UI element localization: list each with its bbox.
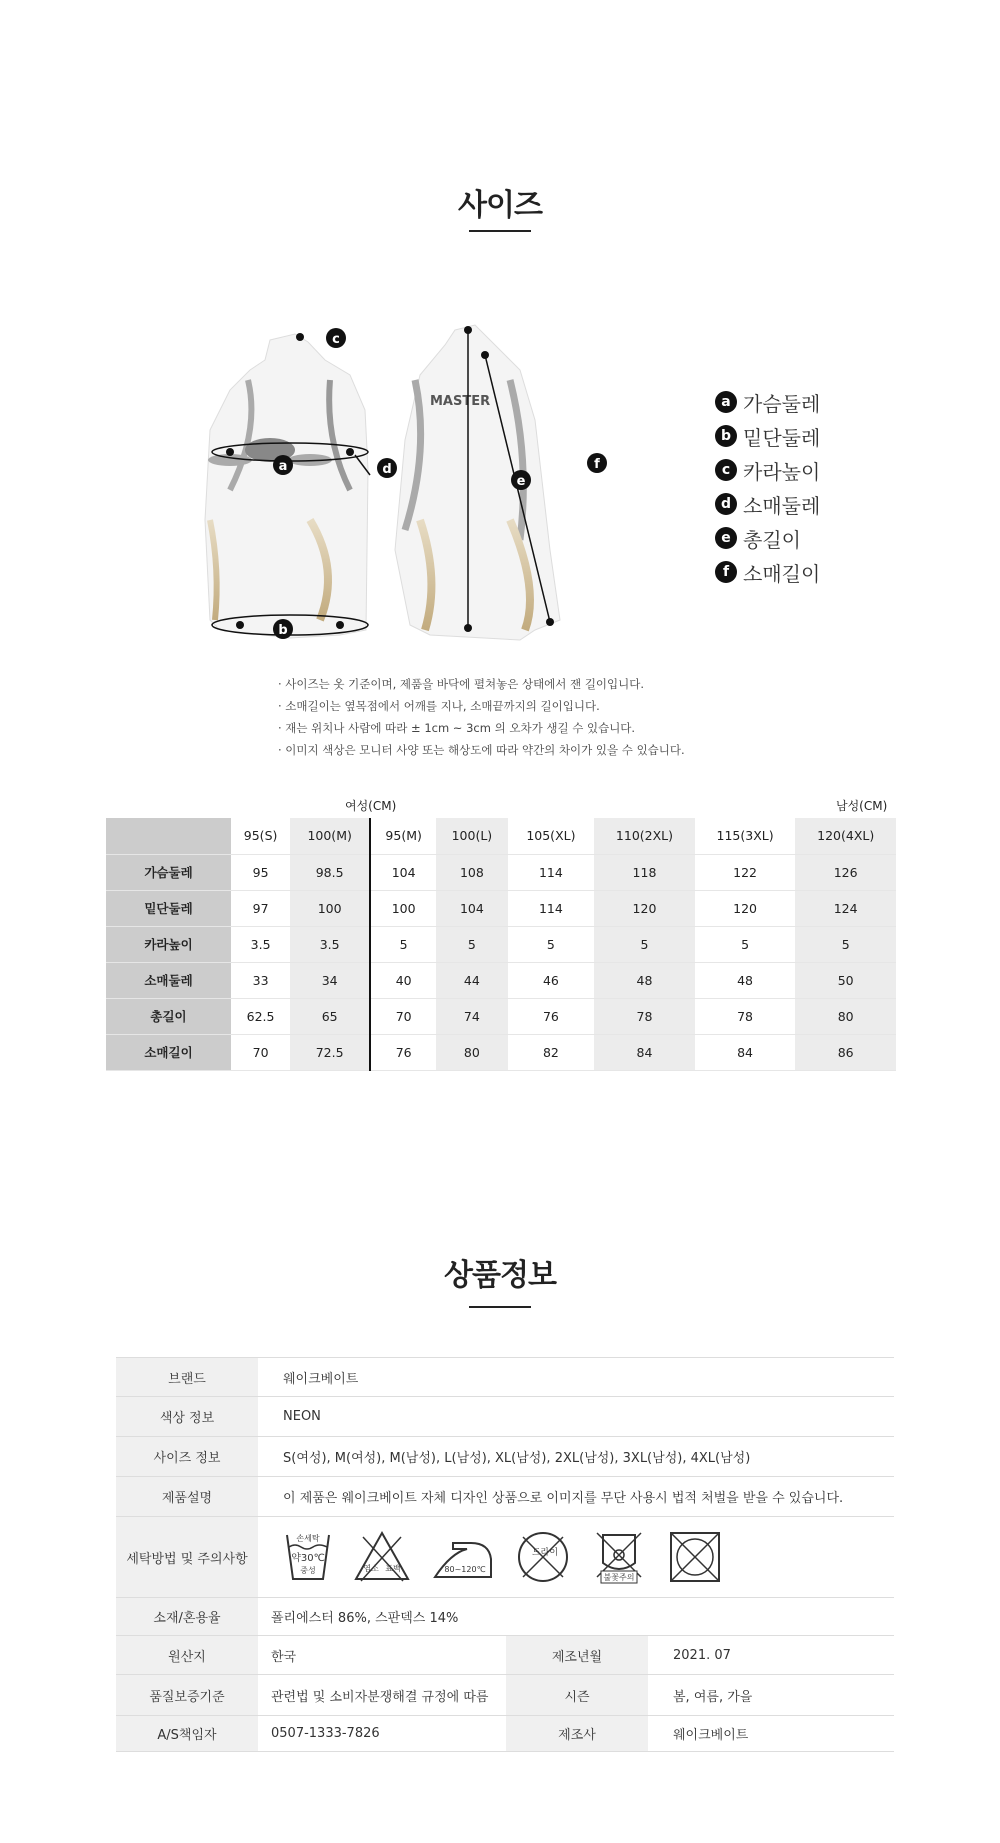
table-row — [106, 854, 896, 890]
legend-item-b — [715, 419, 820, 453]
size-cell: 62.5 — [231, 998, 290, 1034]
row-label: 밑단둘레 — [106, 890, 231, 926]
women-size-label: 여성(CM) — [345, 799, 397, 813]
title-divider — [469, 230, 531, 232]
svg-text:a: a — [278, 459, 288, 474]
size-column-header: 105(XL) — [508, 818, 595, 854]
legend-label-c: 카라높이 — [743, 459, 821, 484]
size-cell: 108 — [436, 854, 507, 890]
svg-text:표백: 표백 — [385, 1564, 401, 1573]
size-cell: 78 — [594, 998, 695, 1034]
table-row — [116, 1598, 894, 1636]
info-label: 원산지 — [116, 1636, 258, 1675]
fire-caution-icon — [591, 1529, 647, 1585]
table-row — [116, 1358, 894, 1397]
product-info-title: 상품정보 — [444, 1258, 556, 1293]
table-row — [116, 1675, 894, 1716]
origin-value: 한국 — [258, 1636, 506, 1675]
color-value: NEON — [258, 1397, 894, 1437]
size-table — [106, 818, 896, 1071]
info-label: 제품설명 — [116, 1477, 258, 1517]
size-cell: 33 — [231, 962, 290, 998]
size-cell: 70 — [370, 998, 436, 1034]
material-value: 폴리에스터 86%, 스판덱스 14% — [258, 1598, 894, 1636]
legend-label-d: 소매둘레 — [743, 493, 821, 518]
size-note: · 이미지 색상은 모니터 사양 또는 해상도에 따라 약간의 차이가 있을 수 있습니다. — [278, 743, 685, 757]
size-cell: 124 — [795, 890, 896, 926]
table-row — [116, 1477, 894, 1517]
size-column-header: 120(4XL) — [795, 818, 896, 854]
size-cell: 100 — [290, 890, 370, 926]
size-info-value: S(여성), M(여성), M(남성), L(남성), XL(남성), 2XL(남성), 3XL(남성), 4XL(남성) — [258, 1437, 894, 1477]
row-label: 소매길이 — [106, 1034, 231, 1070]
brand-value: 웨이크베이트 — [258, 1358, 894, 1397]
legend-marker-d: d — [715, 493, 737, 515]
table-row — [106, 1034, 896, 1070]
legend-label-f: 소매길이 — [743, 561, 821, 586]
size-cell: 74 — [436, 998, 507, 1034]
legend-item-f — [715, 555, 820, 589]
size-cell: 86 — [795, 1034, 896, 1070]
description-value: 이 제품은 웨이크베이트 자체 디자인 상품으로 이미지를 무단 사용시 법적 처벌을 받을 수 있습니다. — [258, 1477, 894, 1517]
size-section-title: 사이즈 — [458, 188, 542, 223]
svg-text:중성: 중성 — [300, 1566, 316, 1575]
size-cell: 48 — [695, 962, 796, 998]
legend-marker-f: f — [715, 561, 737, 583]
shirt-measurement-illustration — [190, 320, 650, 650]
row-label: 가슴둘레 — [106, 854, 231, 890]
men-size-label: 남성(CM) — [836, 799, 888, 813]
size-cell: 5 — [436, 926, 507, 962]
size-cell: 72.5 — [290, 1034, 370, 1070]
info-label: 브랜드 — [116, 1358, 258, 1397]
legend-item-c — [715, 453, 820, 487]
size-cell: 80 — [795, 998, 896, 1034]
legend-item-d — [715, 487, 820, 521]
size-cell: 65 — [290, 998, 370, 1034]
size-cell: 46 — [508, 962, 595, 998]
size-note: · 사이즈는 옷 기준이며, 제품을 바닥에 펼쳐놓은 상태에서 잰 길이입니다. — [278, 677, 645, 691]
table-row — [116, 1437, 894, 1477]
size-cell: 78 — [695, 998, 796, 1034]
size-cell: 95 — [231, 854, 290, 890]
size-cell: 122 — [695, 854, 796, 890]
size-cell: 40 — [370, 962, 436, 998]
size-cell: 84 — [695, 1034, 796, 1070]
svg-text:불꽃주의: 불꽃주의 — [603, 1573, 635, 1582]
table-row — [106, 998, 896, 1034]
size-column-header: 100(L) — [436, 818, 507, 854]
info-label: 사이즈 정보 — [116, 1437, 258, 1477]
size-corner-cell — [106, 818, 231, 854]
size-cell: 120 — [695, 890, 796, 926]
back-shirt-image — [395, 325, 560, 640]
size-cell: 104 — [370, 854, 436, 890]
size-cell: 120 — [594, 890, 695, 926]
svg-text:c: c — [332, 332, 340, 347]
info-label: 소재/혼용율 — [116, 1598, 258, 1636]
size-note: · 재는 위치나 사람에 따라 ± 1cm ~ 3cm 의 오차가 생길 수 있습니다. — [278, 721, 636, 735]
legend-label-a: 가슴둘레 — [743, 391, 821, 416]
svg-text:e: e — [516, 474, 526, 489]
front-shirt-image — [205, 334, 368, 638]
info-label: 품질보증기준 — [116, 1675, 258, 1716]
size-cell: 3.5 — [231, 926, 290, 962]
svg-text:80~120℃: 80~120℃ — [444, 1565, 486, 1574]
date-value: 2021. 07 — [648, 1636, 894, 1675]
table-row — [116, 1636, 894, 1675]
measurement-legend — [715, 385, 820, 589]
legend-item-e — [715, 521, 820, 555]
svg-text:손세탁: 손세탁 — [296, 1534, 320, 1543]
legend-item-a — [715, 385, 820, 419]
size-header-row — [106, 818, 896, 854]
svg-text:염소: 염소 — [363, 1564, 379, 1573]
iron-icon — [431, 1529, 495, 1585]
legend-marker-e: e — [715, 527, 737, 549]
size-cell: 48 — [594, 962, 695, 998]
table-row — [106, 890, 896, 926]
quality-value: 관련법 및 소비자분쟁해결 규정에 따름 — [258, 1675, 506, 1716]
info-label: A/S책임자 — [116, 1716, 258, 1752]
size-column-header: 115(3XL) — [695, 818, 796, 854]
size-cell: 126 — [795, 854, 896, 890]
size-cell: 50 — [795, 962, 896, 998]
size-cell: 5 — [508, 926, 595, 962]
row-label: 총길이 — [106, 998, 231, 1034]
size-column-header: 100(M) — [290, 818, 370, 854]
table-row — [116, 1716, 894, 1752]
size-cell: 5 — [695, 926, 796, 962]
size-cell: 98.5 — [290, 854, 370, 890]
size-column-header: 95(S) — [231, 818, 290, 854]
row-label: 소매둘레 — [106, 962, 231, 998]
season-value: 봄, 여름, 가을 — [648, 1675, 894, 1716]
size-column-header: 95(M) — [370, 818, 436, 854]
size-cell: 34 — [290, 962, 370, 998]
size-cell: 82 — [508, 1034, 595, 1070]
legend-marker-a: a — [715, 391, 737, 413]
row-label: 카라높이 — [106, 926, 231, 962]
table-row — [116, 1397, 894, 1437]
table-row — [106, 926, 896, 962]
size-cell: 3.5 — [290, 926, 370, 962]
legend-marker-b: b — [715, 425, 737, 447]
size-cell: 80 — [436, 1034, 507, 1070]
no-dry-clean-icon — [515, 1529, 571, 1585]
size-note: · 소매길이는 옆목점에서 어깨를 지나, 소매끝까지의 길이입니다. — [278, 699, 600, 713]
as-contact-value: 0507-1333-7826 — [258, 1716, 506, 1752]
size-column-header: 110(2XL) — [594, 818, 695, 854]
care-icons — [258, 1517, 894, 1598]
size-cell: 118 — [594, 854, 695, 890]
shirt-logo-text: MASTER — [430, 394, 491, 409]
table-row — [106, 962, 896, 998]
no-tumble-dry-icon — [667, 1529, 723, 1585]
size-notes — [278, 673, 685, 761]
info-label: 제조사 — [506, 1716, 648, 1752]
legend-label-b: 밑단둘레 — [743, 425, 821, 450]
info-label: 세탁방법 및 주의사항 — [116, 1517, 258, 1598]
product-info-table — [116, 1357, 894, 1752]
no-bleach-icon — [353, 1529, 411, 1585]
svg-text:약30℃: 약30℃ — [291, 1553, 325, 1564]
size-cell: 5 — [370, 926, 436, 962]
legend-label-e: 총길이 — [743, 527, 801, 552]
size-cell: 114 — [508, 854, 595, 890]
svg-text:f: f — [594, 457, 600, 472]
size-cell: 97 — [231, 890, 290, 926]
size-cell: 70 — [231, 1034, 290, 1070]
size-cell: 44 — [436, 962, 507, 998]
size-cell: 84 — [594, 1034, 695, 1070]
svg-text:b: b — [278, 623, 288, 638]
legend-marker-c: c — [715, 459, 737, 481]
title-divider — [469, 1306, 531, 1308]
hand-wash-icon — [283, 1529, 333, 1585]
size-cell: 114 — [508, 890, 595, 926]
size-cell: 100 — [370, 890, 436, 926]
size-cell: 76 — [508, 998, 595, 1034]
table-row — [116, 1517, 894, 1598]
size-cell: 104 — [436, 890, 507, 926]
info-label: 색상 정보 — [116, 1397, 258, 1437]
size-cell: 5 — [795, 926, 896, 962]
size-cell: 5 — [594, 926, 695, 962]
size-cell: 76 — [370, 1034, 436, 1070]
info-label: 시즌 — [506, 1675, 648, 1716]
info-label: 제조년월 — [506, 1636, 648, 1675]
svg-text:드라이: 드라이 — [531, 1548, 559, 1558]
maker-value: 웨이크베이트 — [648, 1716, 894, 1752]
svg-text:d: d — [382, 462, 392, 477]
